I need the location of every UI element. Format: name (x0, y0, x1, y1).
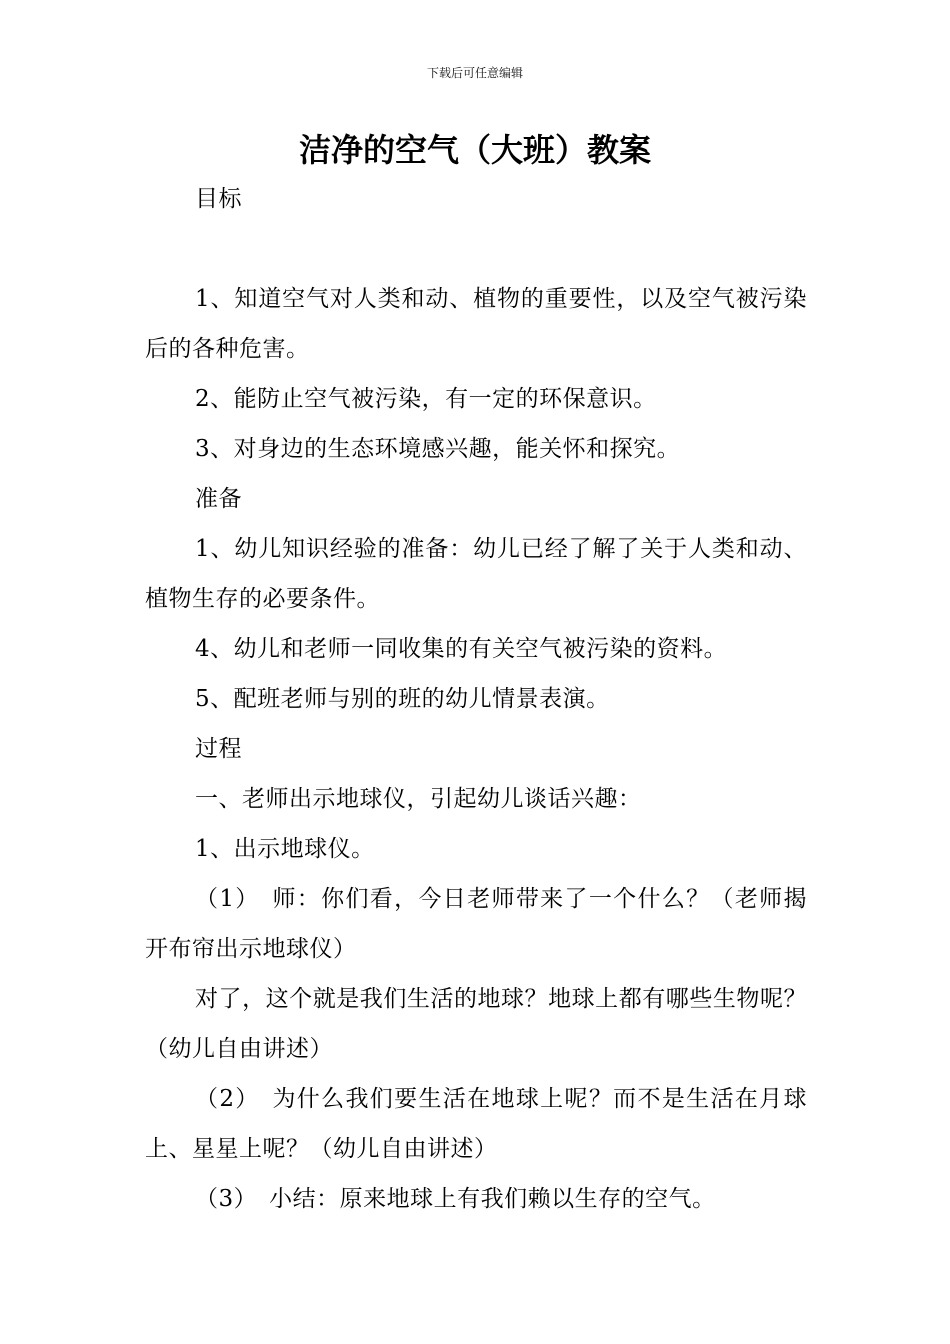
goal-item-2: 2、能防止空气被污染，有一定的环保意识。 (195, 386, 657, 412)
preparation-item-5: 5、配班老师与别的班的幼儿情景表演。 (195, 686, 610, 712)
preparation-item-4: 4、幼儿和老师一同收集的有关空气被污染的资料。 (195, 636, 728, 662)
process-substep-1-continued: 对了，这个就是我们生活的地球？地球上都有哪些生物呢？（幼儿自由讲述） (145, 986, 807, 1062)
goal-item-3: 3、对身边的生态环境感兴趣，能关怀和探究。 (195, 436, 681, 462)
document-body (145, 174, 807, 1224)
heading-process: 过程 (195, 736, 242, 762)
goal-item-1: 1、知道空气对人类和动、植物的重要性，以及空气被污染后的各种危害。 (145, 286, 807, 362)
process-substep-1: （1） 师：你们看，今日老师带来了一个什么？（老师揭开布帘出示地球仪） (145, 886, 807, 962)
heading-preparation: 准备 (195, 486, 242, 512)
process-substep-2: （2） 为什么我们要生活在地球上呢？而不是生活在月球上、星星上呢？（幼儿自由讲述） (145, 1086, 807, 1162)
process-section-1: 一、老师出示地球仪，引起幼儿谈话兴趣： (195, 786, 642, 812)
process-step-1: 1、出示地球仪。 (195, 836, 375, 862)
document-title: 洁净的空气（大班）教案 (298, 131, 651, 169)
process-substep-3: （3） 小结：原来地球上有我们赖以生存的空气。 (195, 1186, 716, 1212)
preparation-item-1: 1、幼儿知识经验的准备：幼儿已经了解了关于人类和动、植物生存的必要条件。 (145, 536, 807, 612)
page-header-note: 下载后可任意编辑 (426, 66, 523, 80)
heading-goals: 目标 (195, 186, 242, 212)
